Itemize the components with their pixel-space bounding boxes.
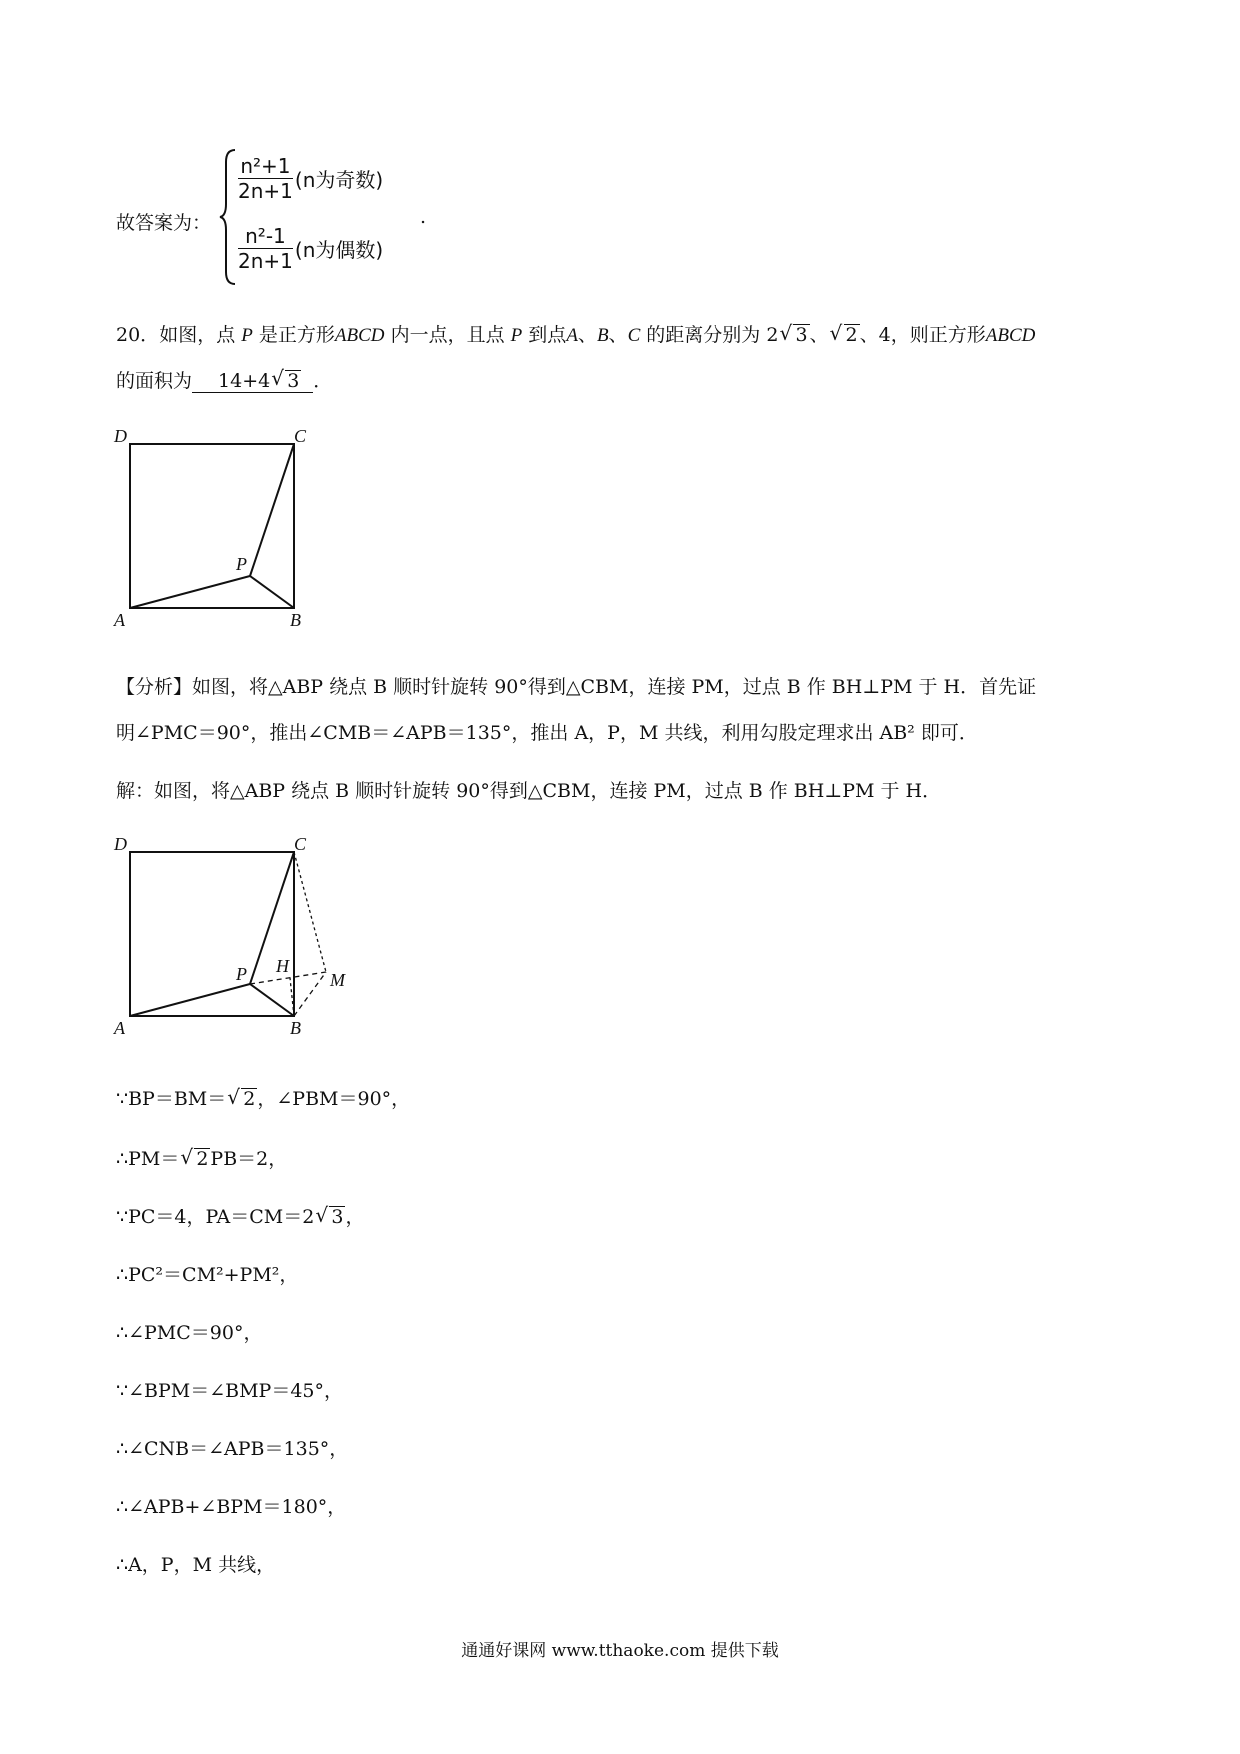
step-2-radicand: 2: [196, 1148, 209, 1170]
label-c-2: C: [294, 834, 307, 854]
denominator-odd: 2n+1: [238, 179, 293, 203]
step-3-sqrt: [315, 1206, 345, 1228]
step-7: ∴∠CNB＝∠APB＝135°，: [116, 1438, 349, 1460]
step-5: ∴∠PMC＝90°，: [116, 1322, 263, 1344]
radicand-3: 3: [795, 324, 808, 346]
condition-even: (n为偶数): [294, 238, 384, 262]
q20-text-3: 内一点，且点: [390, 324, 505, 346]
var-p-2: P: [510, 325, 523, 346]
segment-ap-2: [130, 984, 250, 1016]
step-4: ∴PC²＝CM²+PM²，: [116, 1264, 299, 1286]
condition-odd: (n为奇数): [294, 168, 384, 192]
step-1-sqrt: [227, 1088, 257, 1110]
step-3-a: ∵PC＝4，PA＝CM＝2: [116, 1206, 315, 1228]
answer-sqrt: [271, 370, 301, 392]
var-abcd-2: ABCD: [985, 325, 1036, 346]
figure-square-2: [110, 828, 370, 1038]
radicand-2: 2: [845, 324, 858, 346]
sep-2: 、: [608, 324, 628, 346]
step-9: ∴A，P，M 共线，: [116, 1554, 276, 1576]
step-8: ∴∠APB+∠BPM＝180°，: [116, 1496, 347, 1518]
question-20-line-2: [116, 366, 332, 393]
q20-text-1: 如图，点: [159, 324, 236, 346]
fraction-even: [238, 224, 293, 273]
segment-pc: [250, 444, 294, 576]
figure-square-1: [110, 420, 340, 630]
q20-text-5: 的距离分别为 2: [646, 324, 779, 346]
answer-radicand: 3: [287, 370, 300, 392]
step-2-b: PB＝2，: [210, 1148, 288, 1170]
step-1-b: ，∠PBM＝90°，: [257, 1088, 411, 1110]
numerator-even: n²-1: [238, 224, 293, 249]
label-h: H: [276, 956, 289, 976]
segment-pb-2: [250, 984, 294, 1016]
sep-3: 、: [809, 324, 829, 346]
segment-bm: [294, 972, 326, 1016]
numerator-odd: n²+1: [238, 154, 293, 179]
var-b: B: [596, 325, 609, 346]
q20-line2-start: 的面积为: [116, 370, 193, 392]
step-2: [116, 1144, 287, 1171]
square-abcd-2: [130, 852, 294, 1016]
square-abcd: [130, 444, 294, 608]
q20-text-4: 到点: [528, 324, 567, 346]
answer-value: 14+4: [218, 370, 271, 392]
label-b-2: B: [290, 1018, 301, 1038]
label-m: M: [330, 970, 345, 990]
var-p: P: [241, 325, 253, 346]
sep-1: 、: [577, 324, 597, 346]
step-3: [116, 1202, 364, 1229]
analysis-line-1: 【分析】如图，将△ABP 绕点 B 顺时针旋转 90°得到△CBM，连接 PM，过点 B 作 BH⊥PM 于 H．首先证: [116, 676, 1037, 698]
step-1: [116, 1084, 410, 1111]
answer-blank: [192, 370, 313, 393]
q20-text-6: 、4，则正方形: [859, 324, 986, 346]
question-number: 20．: [116, 324, 160, 346]
page-footer: 通通好课网 www.tthaoke.com 提供下载: [461, 1641, 779, 1661]
var-abcd: ABCD: [334, 325, 385, 346]
analysis-line-2: 明∠PMC＝90°，推出∠CMB＝∠APB＝135°，推出 A，P，M 共线，利用勾股定理求出 AB² 即可．: [116, 722, 978, 744]
segment-pb: [250, 576, 294, 608]
var-a: A: [566, 325, 578, 346]
fraction-odd: [238, 154, 293, 203]
step-1-a: ∵BP＝BM＝: [116, 1088, 227, 1110]
label-a: A: [114, 610, 125, 630]
label-a-2: A: [114, 1018, 125, 1038]
sqrt-2: [830, 324, 860, 346]
question-20-line-1: [116, 320, 1035, 347]
q20-line2-end: ．: [313, 370, 333, 392]
label-p: P: [236, 554, 247, 574]
q20-text-2: 是正方形: [258, 324, 335, 346]
step-1-radicand: 2: [243, 1088, 256, 1110]
segment-cm: [294, 852, 326, 972]
var-c: C: [627, 325, 641, 346]
label-d-2: D: [114, 834, 127, 854]
label-p-2: P: [236, 964, 247, 984]
step-2-a: ∴PM＝: [116, 1148, 180, 1170]
piece-odd: [238, 154, 383, 203]
step-3-b: ，: [345, 1206, 365, 1228]
step-3-radicand: 3: [331, 1206, 344, 1228]
left-brace-icon: [218, 148, 238, 286]
segment-ap: [130, 576, 250, 608]
sqrt-3: [779, 324, 809, 346]
label-c: C: [294, 426, 307, 446]
piece-even: [238, 224, 383, 273]
label-d: D: [114, 426, 127, 446]
step-6: ∵∠BPM＝∠BMP＝45°，: [116, 1380, 344, 1402]
answer-end: .: [420, 206, 427, 228]
solution-intro: 解：如图，将△ABP 绕点 B 顺时针旋转 90°得到△CBM，连接 PM，过点 B 作 BH⊥PM 于 H．: [116, 780, 942, 802]
denominator-even: 2n+1: [238, 249, 293, 273]
label-b: B: [290, 610, 301, 630]
step-2-sqrt: [180, 1148, 210, 1170]
answer-prefix: 故答案为：: [116, 212, 212, 234]
